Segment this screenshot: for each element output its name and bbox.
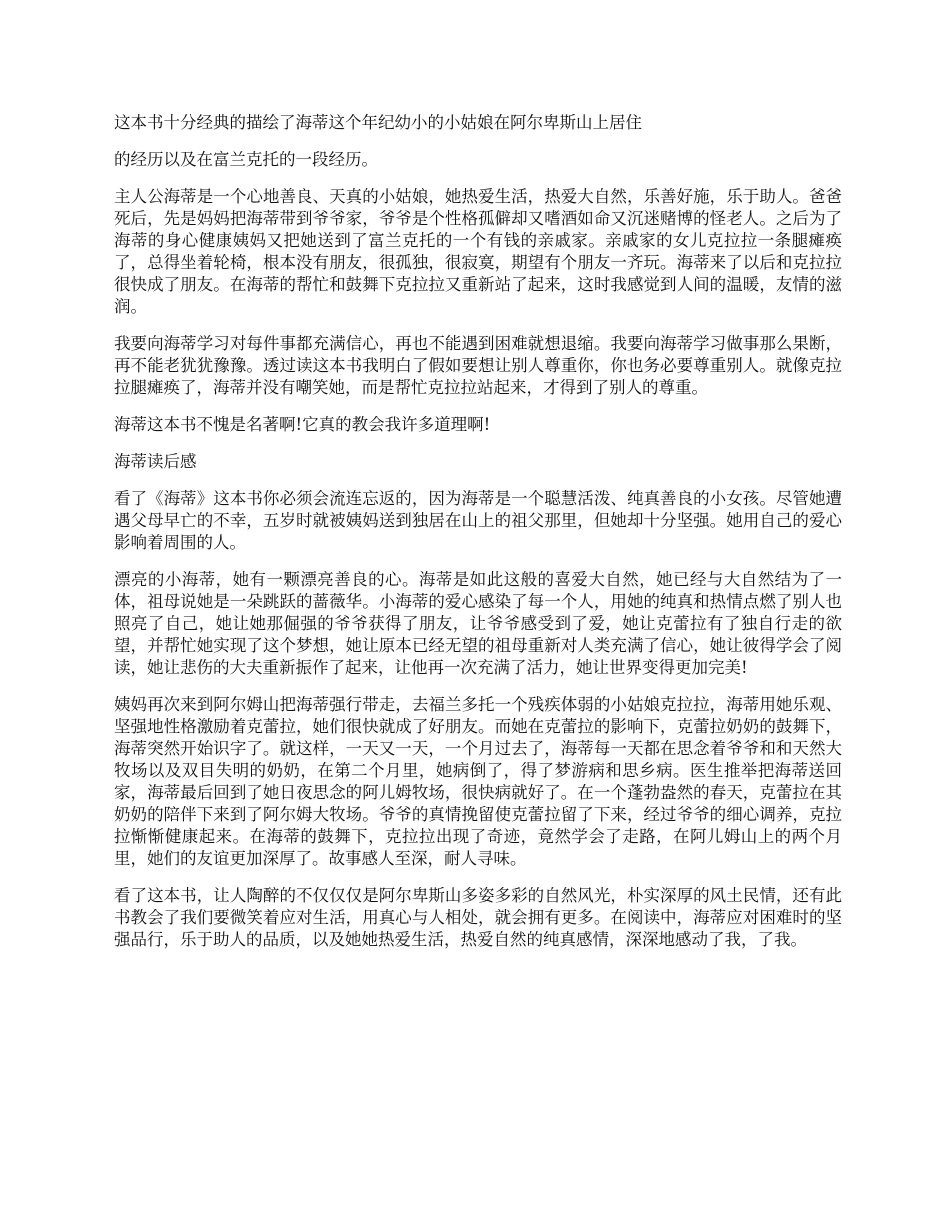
paragraph-masterpiece: 海蒂这本书不愧是名著啊!它真的教会我许多道理啊! [114,415,491,434]
paragraph-beautiful-heidi: 漂亮的小海蒂，她有一颗漂亮善良的心。海蒂是如此这般的喜爱大自然，她已经与大自然结为了一体，祖母说她是一朵跳跃的蔷薇华。小海蒂的爱心感染了每一个人，用她的纯真和热情点燃了别人也照亮了自己，她让她那倔强的爷爷获得了朋友，让爷爷感受到了爱，她让克蕾拉有了独自行走的欲望，并帮忙她实现了这个梦想，她让原本已经无望的祖母重新对人类充满了信心，她让彼得学会了阅读，她让悲伤的大夫重新振作了起来，让他再一次充满了活力，她让世界变得更加完美! [114,570,842,677]
paragraph-story-summary: 姨妈再次来到阿尔姆山把海蒂强行带走，去福兰多托一个残疾体弱的小姑娘克拉拉，海蒂用她乐观、坚强地性格激励着克蕾拉，她们很快就成了好朋友。而她在克蕾拉的影响下，克蕾拉奶奶的鼓舞下，海蒂突然开始识字了。就这样，一天又一天，一个月过去了，海蒂每一天都在思念着爷爷和和天然大牧场以及双目失明的奶奶，在第二个月里，她病倒了，得了梦游病和思乡病。医生推举把海蒂送回家，海蒂最后回到了她日夜思念的阿儿姆牧场，很快病就好了。在一个蓬勃盎然的春天，克蕾拉在其奶奶的陪伴下来到了阿尔姆大牧场。爷爷的真情挽留使克蕾拉留了下来，经过爷爷的细心调养，克拉拉惭惭健康起来。在海蒂的鼓舞下，克拉拉出现了奇迹，竟然学会了走路，在阿儿姆山上的两个月里，她们的友谊更加深厚了。故事感人至深，耐人寻味。 [114,695,842,868]
paragraph-conclusion: 看了这本书，让人陶醉的不仅仅仅是阿尔卑斯山多姿多彩的自然风光，朴实深厚的风土民情，还有此书教会了我们要微笑着应对生活，用真心与人相处，就会拥有更多。在阅读中，海蒂应对困难时的坚强品行，乐于助人的品质，以及她她热爱生活，热爱自然的纯真感情，深深地感动了我，了我。 [114,886,842,949]
section-heading: 海蒂读后感 [114,452,197,471]
document-body [114,112,842,966]
paragraph-learn-from-heidi: 我要向海蒂学习对每件事都充满信心，再也不能遇到困难就想退缩。我要向海蒂学习做事那么果断，再不能老犹犹豫豫。透过读这本书我明白了假如要想让别人尊重你，你也务必要尊重别人。就像克拉拉腿瘫痪了，海蒂并没有嘲笑她，而是帮忙克拉拉站起来，才得到了别人的尊重。 [114,334,842,397]
paragraph-after-reading: 看了《海蒂》这本书你必须会流连忘返的，因为海蒂是一个聪慧活泼、纯真善良的小女孩。尽管她遭遇父母早亡的不幸，五岁时就被姨妈送到独居在山上的祖父那里，但她却十分坚强。她用自己的爱心影响着周围的人。 [114,489,842,552]
paragraph-intro-line-1: 这本书十分经典的描绘了海蒂这个年纪幼小的小姑娘在阿尔卑斯山上居住 [114,113,642,132]
paragraph-protagonist: 主人公海蒂是一个心地善良、天真的小姑娘，她热爱生活，热爱大自然，乐善好施，乐于助人。爸爸死后，先是妈妈把海蒂带到爷爷家，爷爷是个性格孤僻却又嗜酒如命又沉迷赌博的怪老人。之后为了海蒂的身心健康姨妈又把她送到了富兰克托的一个有钱的亲戚家。亲戚家的女儿克拉拉一条腿瘫痪了，总得坐着轮椅，根本没有朋友，很孤独，很寂寞，期望有个朋友一齐玩。海蒂来了以后和克拉拉很快成了朋友。在海蒂的帮忙和鼓舞下克拉拉又重新站了起来，这时我感觉到人间的温暖，友情的滋润。 [114,187,842,316]
paragraph-intro-line-2: 的经历以及在富兰克托的一段经历。 [114,150,378,169]
